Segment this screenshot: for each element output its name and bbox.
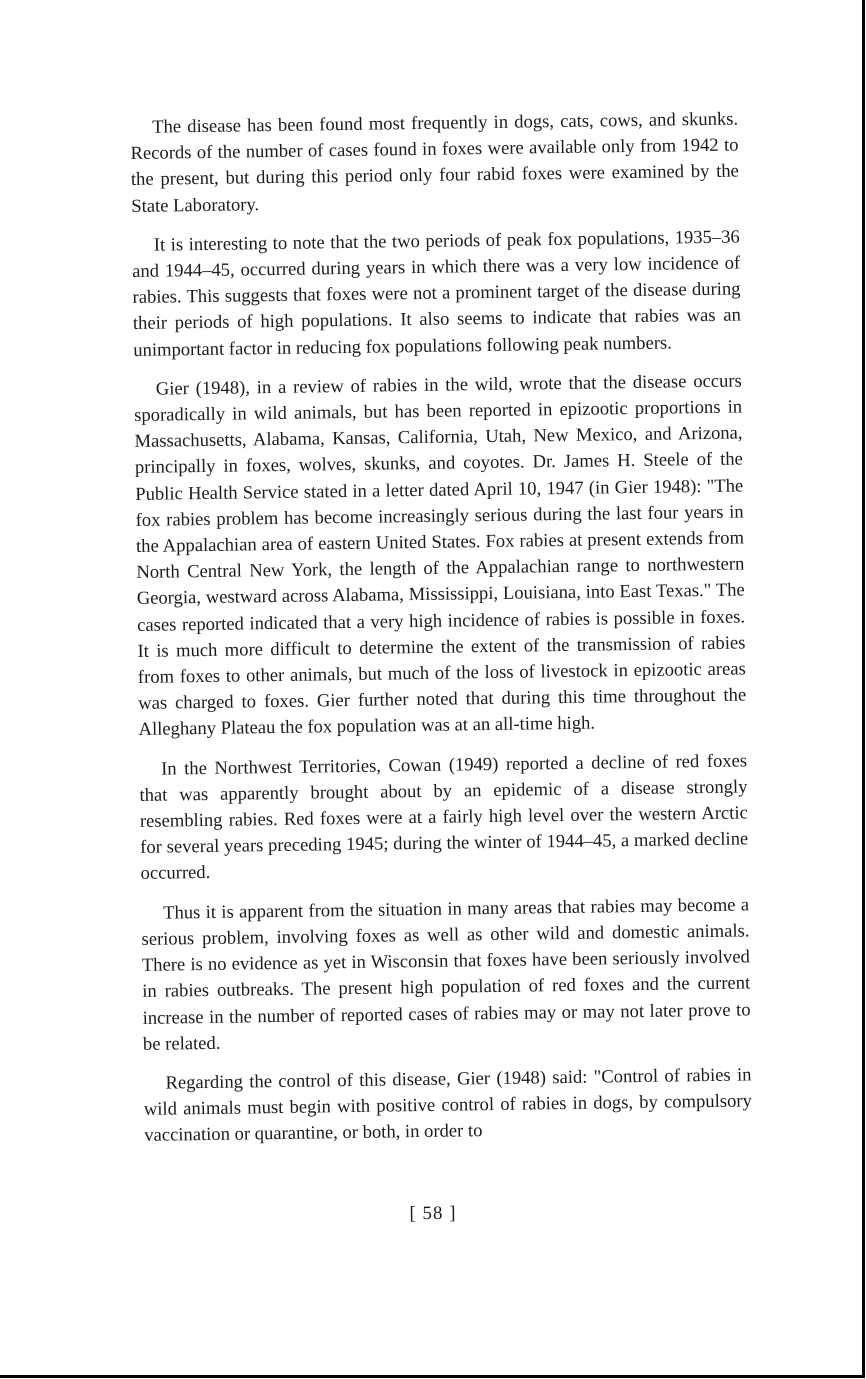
- page-number: [ 58 ]: [409, 1202, 457, 1225]
- paragraph-northwest-territories: In the Northwest Territories, Cowan (1949) reported a decline of red foxes that was apparently brought about by an epidemic of a disease strongly resembling rabies. Red foxes were at a fairly high level over the western Arctic for several years preceding 1945; during the winter of 1944–45, a marked decline occurred.: [139, 750, 749, 885]
- paragraph-disease-frequency: The disease has been found most frequently in dogs, cats, cows, and skunks. Records of the number of cases found in foxes were available only from 1942 to the present, but during this period only four rabid foxes were examined by the State Laboratory.: [130, 108, 739, 217]
- paragraph-peak-populations: It is interesting to note that the two periods of peak fox populations, 1935–36 and 1944–45, occurred during years in which there was a very low incidence of rabies. This suggests that foxes were not a prominent target of the disease during their periods of high populations. It also seems to indicate that rabies was an unimportant factor in reducing fox populations following peak numbers.: [132, 226, 742, 361]
- paragraph-control: Regarding the control of this disease, Gier (1948) said: "Control of rabies in wild animals must begin with positive control of rabies in dogs, by compulsory vaccination or quarantine, or both, in order to: [143, 1064, 752, 1147]
- paragraph-gier-review: Gier (1948), in a review of rabies in the wild, wrote that the disease occurs sporadically in wild animals, but has been reported in epizootic proportions in Massachusetts, Alabama, Kansas, California, Utah, New Mexico, and Arizona, principally in foxes, wolves, skunks, and coyotes. Dr. James H. Steele of the Public Health Service stated in a letter dated April 10, 1947 (in Gier 1948): "The fox rabies problem has become increasingly serious during the last four years in the Appalachian area of eastern United States. Fox rabies at present extends from North Central New York, the length of the Appalachian range to northwestern Georgia, westward across Alabama, Mississippi, Louisiana, into East Texas." The cases reported indicated that a very high incidence of rabies is possible in foxes. It is much more difficult to determine the extent of the transmission of rabies from foxes to other animals, but much of the loss of livestock in epizootic areas was charged to foxes. Gier further noted that during this time throughout the Alleghany Plateau the fox population was at an all-time high.: [134, 370, 747, 741]
- paragraph-wisconsin-situation: Thus it is apparent from the situation in many areas that rabies may become a serious problem, involving foxes as well as other wild and domestic animals. There is no evidence as yet in Wisconsin that foxes have been seriously involved in rabies outbreaks. The present high population of red foxes and the current increase in the number of reported cases of rabies may or may not later prove to be related.: [141, 894, 751, 1055]
- body-text: [130, 107, 752, 1150]
